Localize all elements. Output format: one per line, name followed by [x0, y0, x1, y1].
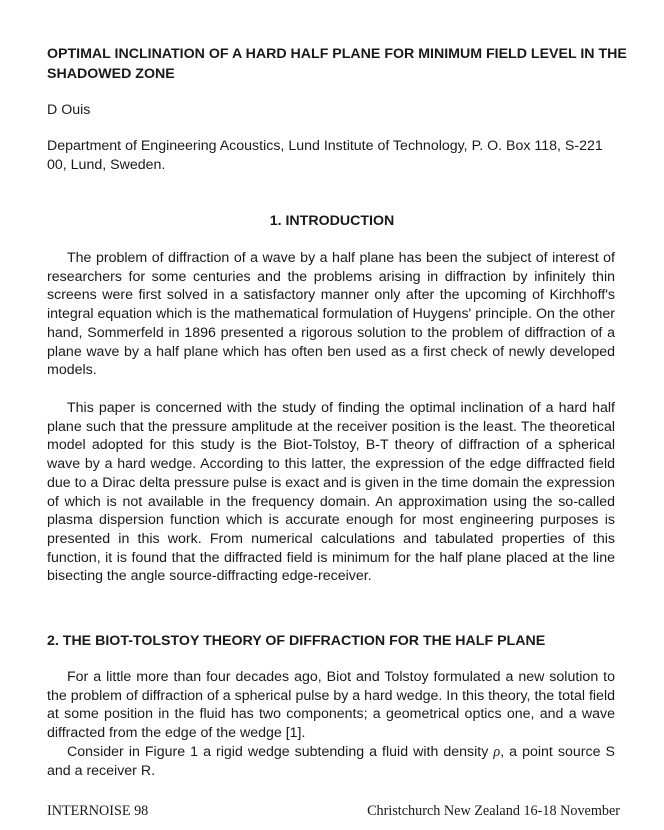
author-affiliation: Department of Engineering Acoustics, Lund Institute of Technology, P. O. Box 118, S-221 00, Lund, Sweden. — [47, 138, 603, 173]
intro-paragraph-1: The problem of diffraction of a wave by a half plane has been the subject of interest of researchers for some centuries and the problems arising in diffraction by infinitely thin screens were first solved in a satisfactory manner only after the upcoming of Kirchhoff's integral equation which is the mathematical formulation of Huygens' principle. On the other hand, Sommerfeld in 1896 presented a rigorous solution to the problem of diffraction of a plane wave by a half plane which has often ben used as a first check of newly developed models. — [47, 250, 615, 379]
paper-title: OPTIMAL INCLINATION OF A HARD HALF PLANE FOR MINIMUM FIELD LEVEL IN THE SHADOWED ZONE — [47, 46, 627, 82]
section-heading-introduction: 1. INTRODUCTION — [269, 213, 395, 229]
theory-paragraph-2 — [47, 743, 615, 780]
theory-paragraph-1: For a little more than four decades ago, Biot and Tolstoy formulated a new solution to the problem of diffraction of a spherical pulse by a hard wedge. In this theory, the total field at some position in the fluid has two components; a geometrical optics one, and a wave diffracted from the edge of the wedge [1]. — [47, 669, 615, 742]
author-name: D Ouis — [47, 102, 91, 118]
section-heading-biot-tolstoy: 2. THE BIOT-TOLSTOY THEORY OF DIFFRACTION FOR THE HALF PLANE — [47, 633, 546, 649]
intro-paragraph-2: This paper is concerned with the study of finding the optimal inclination of a hard half plane such that the pressure amplitude at the receiver position is the least. The theoretical model adopted for this study is the Biot-Tolstoy, B-T theory of diffraction of a spherical wave by a hard wedge. According to this latter, the expression of the edge diffracted field due to a Dirac delta pressure pulse is exact and is given in the time domain the expression of which is not available in the frequency domain. An approximation using the so-called plasma dispersion function which is accurate enough for most engineering purposes is presented in this work. From numerical calculations and tabulated properties of this function, it is found that the diffracted field is minimum for the half plane placed at the line bisecting the angle source-diffracting edge-receiver. — [47, 400, 615, 585]
theory-paragraph-2-text-a: Consider in Figure 1 a rigid wedge subtending a fluid with density — [67, 744, 494, 760]
footer-conference: INTERNOISE 98 — [47, 803, 149, 819]
theory-paragraph-2-text-b: , a point source S and a receiver R. — [47, 744, 615, 779]
footer-location-date: Christchurch New Zealand 16-18 November — [367, 803, 620, 819]
density-symbol: ρ — [493, 744, 501, 760]
